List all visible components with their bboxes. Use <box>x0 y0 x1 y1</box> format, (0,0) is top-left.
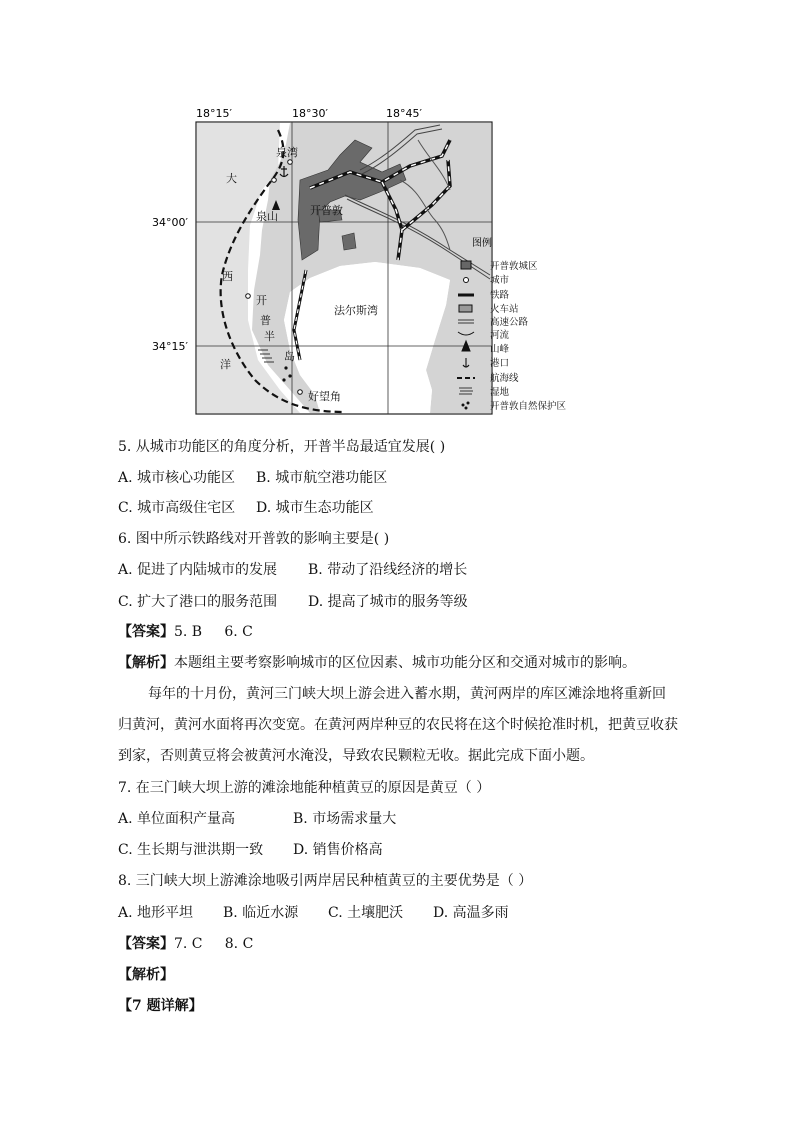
legend-label: 河流 <box>490 330 510 341</box>
option-a: A. 地形平坦 <box>118 905 194 921</box>
option-d: D. 销售价格高 <box>293 842 383 858</box>
legend-label: 湿地 <box>490 387 510 398</box>
city-area-icon <box>461 261 471 269</box>
answer-line <box>118 934 253 954</box>
q8-options <box>118 903 509 923</box>
q5-options-row2 <box>118 498 374 518</box>
analysis-heading <box>118 965 174 985</box>
passage: 每年的十月份，黄河三门峡大坝上游会进入蓄水期，黄河两岸的库区滩涂地将重新回归黄河，黄河水面将再次变宽。在黄河两岸种豆的农民将在这个时候抢准时机，把黄豆收获到家，否则黄豆将会被黄河水淹没，导致农民颗粒无收。据此完成下面小题。 <box>118 686 678 764</box>
q7-options-row2 <box>118 840 383 860</box>
option-b: B. 城市航空港功能区 <box>256 470 388 486</box>
city-dot-icon <box>246 294 251 299</box>
q6-stem: 6. 图中所示铁路线对开普敦的影响主要是( ) <box>118 531 390 547</box>
answer-label: 【答案】 <box>118 936 174 952</box>
q6-options-row1 <box>118 560 467 580</box>
legend-label: 开普敦城区 <box>490 261 538 272</box>
cape-town-map <box>150 100 610 420</box>
place-label: 法尔斯湾 <box>334 304 378 317</box>
legend-label: 山峰 <box>490 344 510 355</box>
place-label: 普 <box>260 314 271 327</box>
legend-label: 城市 <box>490 275 510 286</box>
option-b: B. 带动了沿线经济的增长 <box>308 562 468 578</box>
place-label: 岛 <box>284 350 295 363</box>
option-c: C. 城市高级住宅区 <box>118 500 236 516</box>
q5-options-row1 <box>118 468 387 488</box>
lon-label: 18°30′ <box>292 107 328 120</box>
lat-label: 34°00′ <box>152 216 188 229</box>
legend-label: 火车站 <box>490 304 519 315</box>
q7-options-row1 <box>118 809 396 829</box>
answer-text: 7. C 8. C <box>174 936 254 952</box>
detail-heading <box>118 996 203 1016</box>
option-c: C. 扩大了港口的服务范围 <box>118 594 278 610</box>
answer-label: 【答案】 <box>118 624 174 640</box>
q5-stem: 5. 从城市功能区的角度分析，开普半岛最适宜发展( ) <box>118 439 446 455</box>
option-d: D. 提高了城市的服务等级 <box>308 594 468 610</box>
city-dot-icon <box>288 160 293 165</box>
option-b: B. 市场需求量大 <box>293 811 397 827</box>
legend-label: 高速公路 <box>490 317 529 328</box>
lat-label: 34°15′ <box>152 340 188 353</box>
option-c: C. 生长期与泄洪期一致 <box>118 842 264 858</box>
legend-label: 开普敦自然保护区 <box>490 401 567 412</box>
option-d: D. 高温多雨 <box>433 905 509 921</box>
place-label: 泉山 <box>256 210 278 223</box>
place-label: 洋 <box>220 358 231 371</box>
option-d: D. 城市生态功能区 <box>256 500 374 516</box>
place-label: 西 <box>222 270 233 283</box>
city-dot-icon <box>298 390 303 395</box>
place-label: 大 <box>226 172 237 185</box>
analysis-line <box>118 653 636 673</box>
analysis-label: 【解析】 <box>118 655 174 671</box>
option-a: A. 城市核心功能区 <box>118 470 236 486</box>
option-a: A. 单位面积产量高 <box>118 811 236 827</box>
city-dot-icon <box>464 278 469 283</box>
option-a: A. 促进了内陆城市的发展 <box>118 562 278 578</box>
train-station-icon <box>459 305 472 312</box>
analysis-text: 本题组主要考察影响城市的区位因素、城市功能分区和交通对城市的影响。 <box>174 655 636 671</box>
answer-line <box>118 622 253 642</box>
option-b: B. 临近水源 <box>223 905 299 921</box>
legend-label: 航海线 <box>490 373 519 384</box>
place-label: 开普敦 <box>310 204 343 217</box>
place-label: 泉湾 <box>276 146 298 159</box>
place-label: 开 <box>256 294 267 307</box>
lon-label: 18°45′ <box>386 107 422 120</box>
lon-label: 18°15′ <box>196 107 232 120</box>
legend-label: 港口 <box>490 358 510 369</box>
legend-title: 图例 <box>472 238 492 249</box>
q6-options-row2 <box>118 592 468 612</box>
answer-text: 5. B 6. C <box>174 624 253 640</box>
place-label: 半 <box>264 330 275 343</box>
place-label: 好望角 <box>308 390 341 403</box>
detail-label: 【7 题详解】 <box>118 998 203 1014</box>
q7-stem: 7. 在三门峡大坝上游的滩涂地能种植黄豆的原因是黄豆（ ） <box>118 780 491 796</box>
q8-stem: 8. 三门峡大坝上游滩涂地吸引两岸居民种植黄豆的主要优势是（ ） <box>118 873 533 889</box>
city-dot-icon <box>272 178 277 183</box>
analysis-label: 【解析】 <box>118 967 174 983</box>
legend-label: 铁路 <box>490 290 510 301</box>
option-c: C. 土壤肥沃 <box>328 905 404 921</box>
